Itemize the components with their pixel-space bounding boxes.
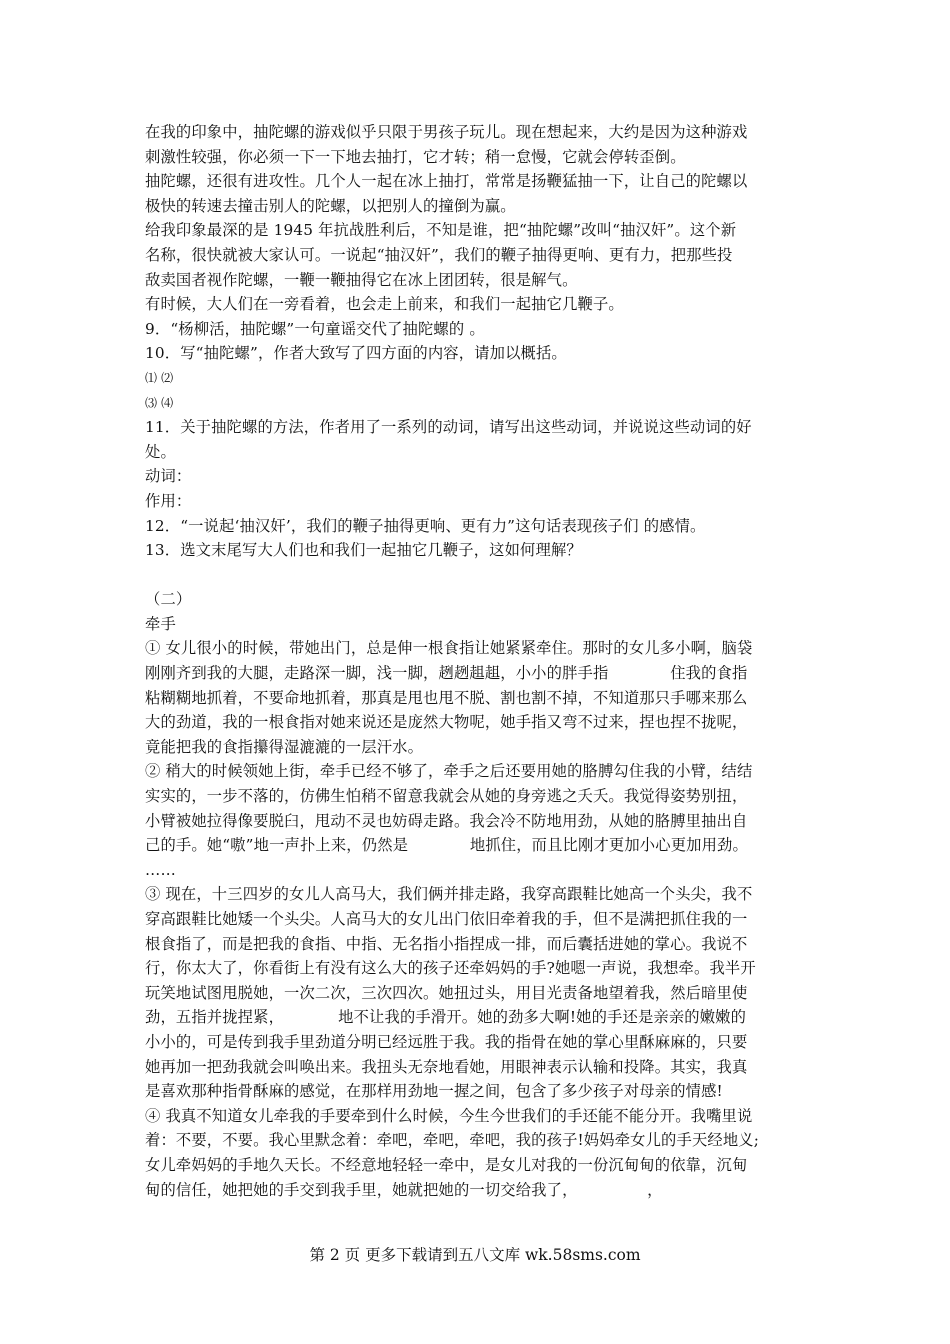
paragraph-line: ③ 现在，十三四岁的女儿人高马大，我们俩并排走路，我穿高跟鞋比她高一个头尖，我不 xyxy=(145,885,753,904)
question-11-effect-label: 作用： xyxy=(145,491,192,510)
question-11: 11．关于抽陀螺的方法，作者用了一系列的动词，请写出这些动词，并说说这些动词的好 xyxy=(145,418,752,437)
page-footer: 第 2 页 更多下载请到五八文库 wk.58sms.com xyxy=(309,1246,641,1264)
section-2 xyxy=(145,587,810,1202)
paragraph-line: 极快的转速去撞击别人的陀螺，以把别人的撞倒为赢。 xyxy=(145,196,516,215)
paragraph-line: 着：不要，不要。我心里默念着：牵吧，牵吧，牵吧，我的孩子!妈妈牵女儿的手天经地义; xyxy=(145,1131,760,1150)
paragraph-line: 名称，很快就被大家认可。一说起“抽汉奸”，我们的鞭子抽得更响、更有力，把那些投 xyxy=(145,245,733,264)
passage-title: 牵手 xyxy=(145,614,176,633)
paragraph-line: 刺激性较强，你必须一下一下地去抽打，它才转；稍一怠慢，它就会停转歪倒。 xyxy=(145,147,686,166)
paragraph-line: 竟能把我的食指攥得湿漉漉的一层汗水。 xyxy=(145,737,424,756)
question-9: 9．“杨柳活，抽陀螺”一句童谣交代了抽陀螺的 。 xyxy=(145,319,485,338)
paragraph-line: ④ 我真不知道女儿牵我的手要牵到什么时候，今生今世我们的手还能不能分开。我嘴里说 xyxy=(145,1106,753,1125)
paragraph-line: 行，你太大了，你看街上有没有这么大的孩子还牵妈妈的手?她嗯一声说，我想牵。我半开 xyxy=(145,959,756,978)
questions-section xyxy=(145,317,810,563)
document-page xyxy=(145,120,810,1202)
paragraph-line: 小小的，可是传到我手里劲道分明已经远胜于我。我的指骨在她的掌心里酥麻麻的，只要 xyxy=(145,1032,748,1051)
question-11-verbs-label: 动词： xyxy=(145,467,192,486)
paragraph-line: 粘糊糊地抓着，不要命地抓着，那真是甩也甩不脱、割也割不掉，不知道那只手哪来那么 xyxy=(145,688,748,707)
question-10: 10．写“抽陀螺”，作者大致写了四方面的内容，请加以概括。 xyxy=(145,344,567,363)
paragraph-line: ① 女儿很小的时候，带她出门，总是伸一根食指让她紧紧牵住。那时的女儿多小啊，脑袋 xyxy=(145,639,753,658)
paragraph-line: 小臂被她拉得像要脱臼，甩动不灵也妨碍走路。我会冷不防地用劲，从她的胳膊里抽出自 xyxy=(145,811,748,830)
paragraph-line: 女儿牵妈妈的手地久天长。不经意地轻轻一牵中，是女儿对我的一份沉甸甸的依靠，沉甸 xyxy=(145,1155,748,1174)
paragraph-line: 她再加一把劲我就会叫唤出来。我扭头无奈地看她，用眼神表示认输和投降。其实，我真 xyxy=(145,1057,748,1076)
question-12: 12．“一说起‘抽汉奸’，我们的鞭子抽得更响、更有力”这句话表现孩子们 的感情。 xyxy=(145,516,706,535)
paragraph-line: 刚刚齐到我的大腿，走路深一脚，浅一脚，趔趔趄趄，小小的胖手指 住我的食指 xyxy=(145,664,748,683)
paragraph-line: 大的劲道，我的一根食指对她来说还是庞然大物呢，她手指又弯不过来，捏也捏不拢呢， xyxy=(145,713,748,732)
paragraph-line: 给我印象最深的是 1945 年抗战胜利后，不知是谁，把“抽陀螺”改叫“抽汉奸”。这个新 xyxy=(145,221,737,240)
paragraph-line: 甸的信任，她把她的手交到我手里，她就把她的一切交给我了， ， xyxy=(145,1180,663,1199)
paragraph-line: 是喜欢那种指骨酥麻的感觉，在那样用劲地一握之间，包含了多少孩子对母亲的情感! xyxy=(145,1082,723,1101)
paragraph-line: ② 稍大的时候领她上街，牵手已经不够了，牵手之后还要用她的胳膊勾住我的小臂，结结 xyxy=(145,762,753,781)
paragraph-line: 有时候，大人们在一旁看着，也会走上前来，和我们一起抽它几鞭子。 xyxy=(145,295,624,314)
paragraph-line: 根食指了，而是把我的食指、中指、无名指小指捏成一排，而后囊括进她的掌心。我说不 xyxy=(145,934,748,953)
paragraph-line: 实实的，一步不落的，仿佛生怕稍不留意我就会从她的身旁逃之夭夭。我觉得姿势别扭， xyxy=(145,787,748,806)
paragraph-line: 穿高跟鞋比她矮一个头尖。人高马大的女儿出门依旧牵着我的手，但不是满把抓住我的一 xyxy=(145,910,748,928)
question-10-answer-blank-2: ⑶ ⑷ xyxy=(145,395,174,410)
passage-1 xyxy=(145,120,810,317)
paragraph-line: 敌卖国者视作陀螺，一鞭一鞭抽得它在冰上团团转，很是解气。 xyxy=(145,270,578,289)
question-11-continued: 处。 xyxy=(145,442,176,461)
paragraph-line: 抽陀螺，还很有进攻性。几个人一起在冰上抽打，常常是扬鞭猛抽一下，让自己的陀螺以 xyxy=(145,172,748,191)
ellipsis-line: …… xyxy=(145,860,176,879)
section-label: （二） xyxy=(145,590,192,609)
paragraph-line: 玩笑地试图甩脱她，一次二次，三次四次。她扭过头，用目光责备地望着我，然后暗里使 xyxy=(145,983,748,1002)
paragraph-line: 在我的印象中，抽陀螺的游戏似乎只限于男孩子玩儿。现在想起来，大约是因为这种游戏 xyxy=(145,123,748,141)
paragraph-line: 劲，五指并拢捏紧， 地不让我的手滑开。她的劲多大啊!她的手还是亲亲的嫩嫩的 xyxy=(145,1008,747,1027)
question-10-answer-blank-1: ⑴ ⑵ xyxy=(145,370,174,385)
spacer xyxy=(145,563,810,588)
paragraph-line: 己的手。她“嗷”地一声扑上来，仍然是 地抓住，而且比刚才更加小心更加用劲。 xyxy=(145,836,748,855)
question-13: 13．选文末尾写大人们也和我们一起抽它几鞭子，这如何理解？ xyxy=(145,541,582,560)
